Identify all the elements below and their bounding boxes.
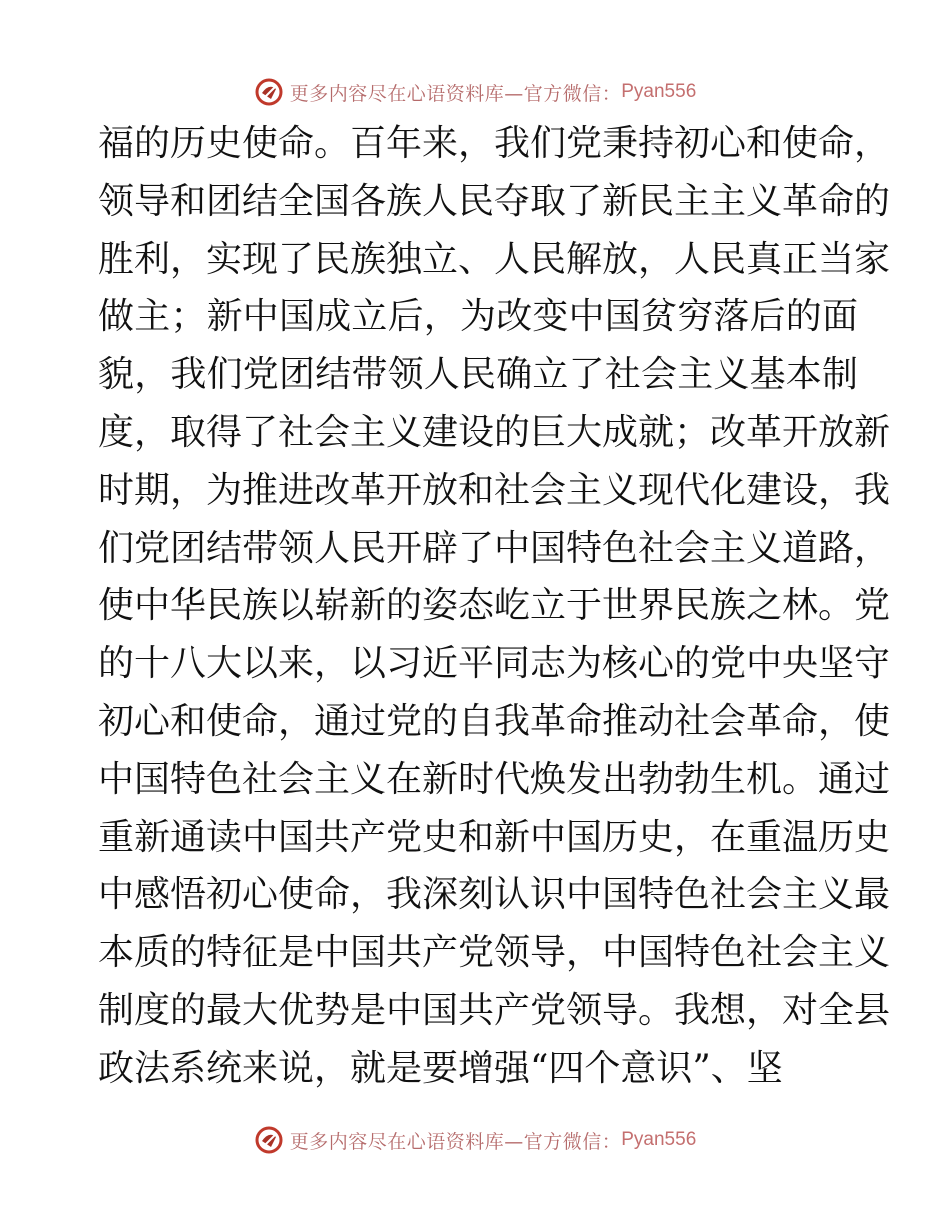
banner-wechat-handle: Pyan556 <box>621 81 697 102</box>
text-line: 重新通读中国共产党史和新中国历史，在重温历史 <box>98 816 891 858</box>
text-line: 时期，为推进改革开放和社会主义现代化建设，我 <box>98 469 891 511</box>
text-line: 的十八大以来，以习近平同志为核心的党中央坚守 <box>98 643 891 685</box>
text-line: 领导和团结全国各族人民夺取了新民主主义革命的 <box>98 180 891 222</box>
document-body <box>98 115 891 1098</box>
text-line: 中感悟初心使命，我深刻认识中国特色社会主义最 <box>98 874 891 916</box>
text-line: 胜利，实现了民族独立、人民解放，人民真正当家 <box>98 238 891 280</box>
text-line: 福的历史使命。百年来，我们党秉持初心和使命， <box>98 123 891 164</box>
text-line: 政法系统来说，就是要增强“四个意识”、坚 <box>98 1047 783 1089</box>
text-line: 初心和使命，通过党的自我革命推动社会革命，使 <box>98 700 891 742</box>
text-line: 做主；新中国成立后，为改变中国贫穷落后的面 <box>98 296 858 338</box>
text-line: 使中华民族以崭新的姿态屹立于世界民族之林。党 <box>98 585 891 627</box>
text-line: 制度的最大优势是中国共产党领导。我想，对全县 <box>98 989 891 1031</box>
header-banner <box>0 72 950 112</box>
banner-brand-text: 更多内容尽在心语资料库—官方微信： <box>289 1130 622 1153</box>
text-line: 们党团结带领人民开辟了中国特色社会主义道路， <box>98 527 891 569</box>
text-line: 貌，我们党团结带领人民确立了社会主义基本制 <box>98 354 858 396</box>
text-line: 度，取得了社会主义建设的巨大成就；改革开放新 <box>98 411 891 453</box>
banner-brand-text: 更多内容尽在心语资料库—官方微信： <box>289 82 622 105</box>
text-line: 本质的特征是中国共产党领导，中国特色社会主义 <box>98 932 891 974</box>
banner-wechat-handle: Pyan556 <box>621 1129 697 1150</box>
footer-banner <box>0 1120 950 1160</box>
text-line: 中国特色社会主义在新时代焕发出勃勃生机。通过 <box>98 758 891 800</box>
logo-icon <box>254 1125 284 1155</box>
logo-icon <box>254 77 284 107</box>
